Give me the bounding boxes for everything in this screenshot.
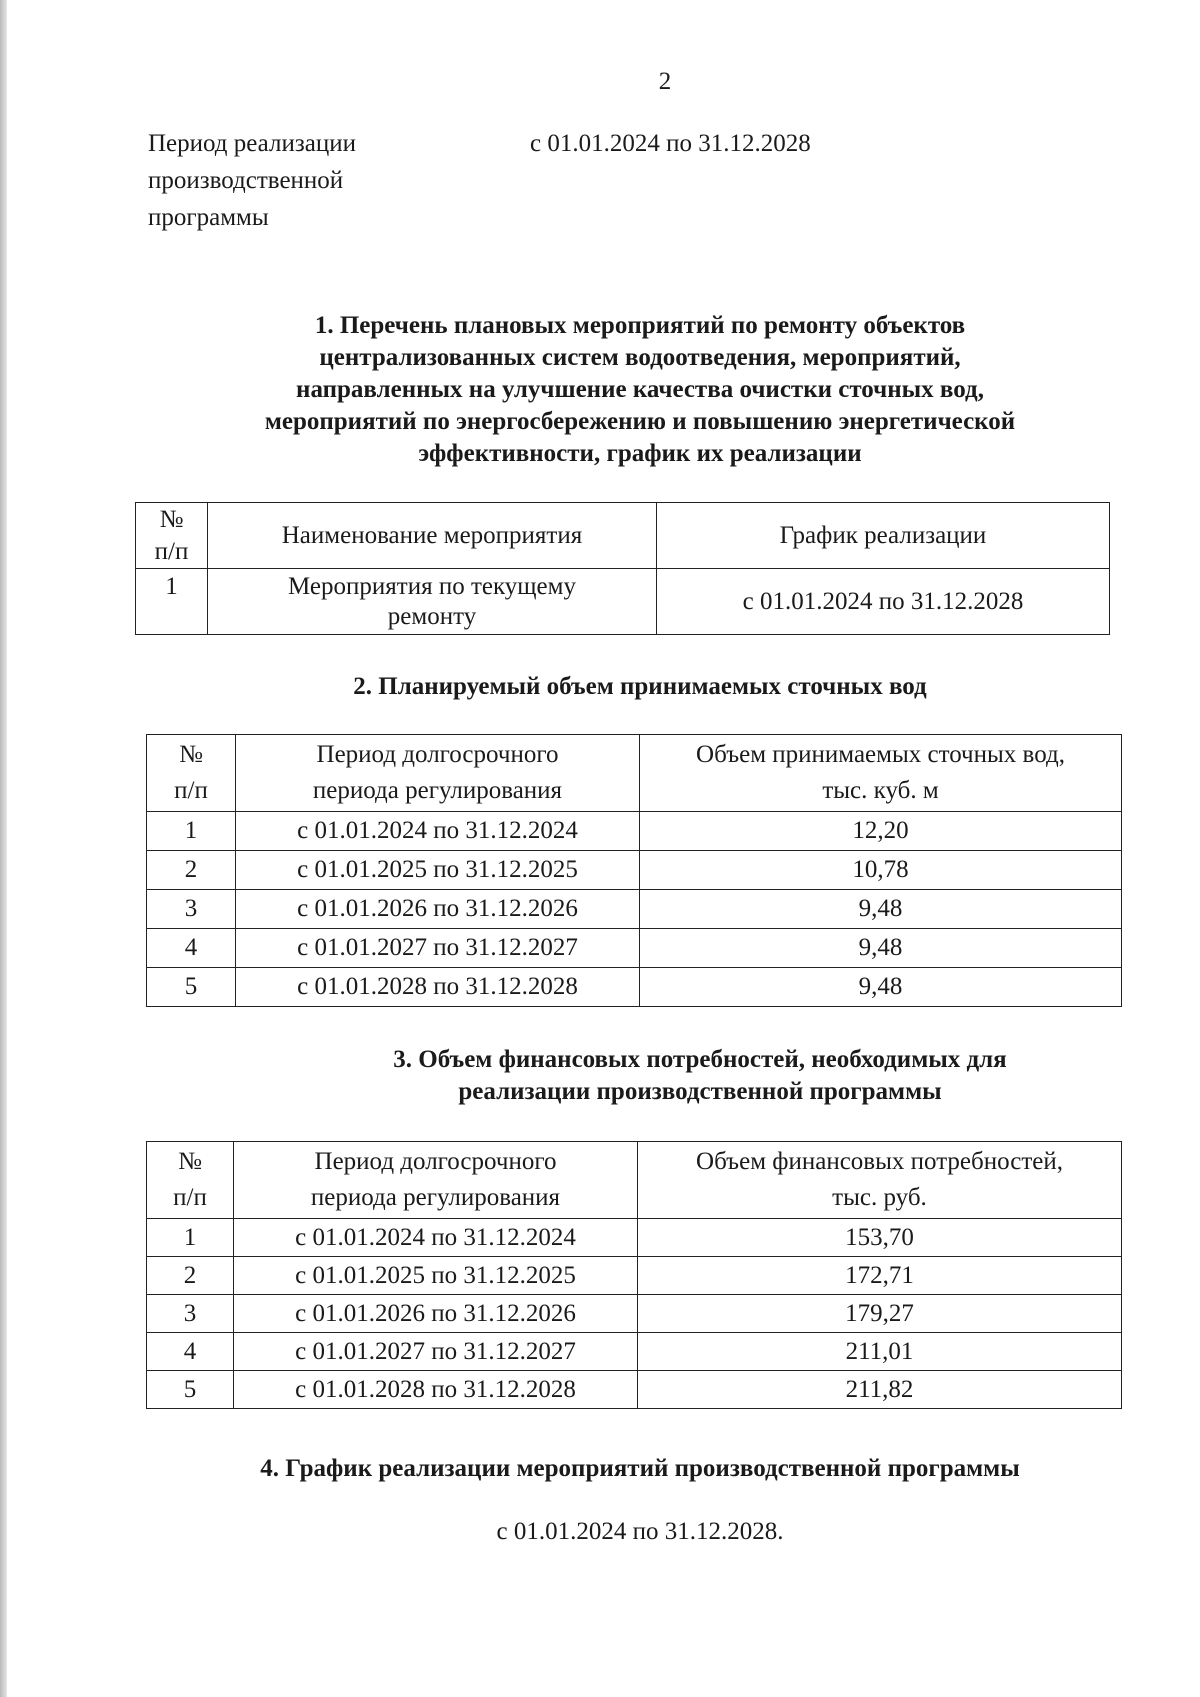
section1-title-line: направленных на улучшение качества очистки сточных вод, [296,376,984,403]
scan-edge [0,0,7,1697]
section3-table [146,1141,1122,1409]
col-name-header: Наименование мероприятия [208,503,657,569]
col-schedule-header: График реализации [657,503,1110,569]
row-num: 1 [147,1219,234,1257]
period-label-line: Период реализации [148,130,356,157]
row-name-line: ремонту [387,602,477,630]
header-text: Объем принимаемых сточных вод, [696,741,1065,768]
section1-title-line: централизованных систем водоотведения, мероприятий, [319,344,961,371]
page-number: 2 [658,68,672,95]
row-num: 3 [147,1295,234,1333]
row-period: с 01.01.2024 по 31.12.2024 [234,1219,638,1257]
table-row [147,890,1122,929]
row-num: 2 [147,851,236,890]
header-text: Период долгосрочного [316,741,559,768]
section4-title: 4. График реализации мероприятий производственной программы [260,1455,1020,1482]
section2-table [146,734,1122,1007]
section1-table [135,502,1110,635]
table-row [147,1295,1122,1333]
row-num: 2 [147,1257,234,1295]
header-text: периода регулирования [310,1184,561,1211]
section1-title-line: 1. Перечень плановых мероприятий по ремонту объектов [314,312,966,339]
header-text: № [178,1148,202,1175]
row-period: с 01.01.2028 по 31.12.2028 [236,968,640,1007]
section2-title: 2. Планируемый объем принимаемых сточных вод [353,673,927,700]
section1-title [60,310,1200,470]
table-row [147,1219,1122,1257]
table-row [147,1257,1122,1295]
row-name-line: Мероприятия по текущему [288,572,576,600]
header-text: п/п [174,777,208,804]
row-value: 179,27 [638,1295,1122,1333]
table-header-row [147,735,1122,812]
row-schedule: с 01.01.2024 по 31.12.2028 [657,569,1110,635]
col-value-header [638,1142,1122,1219]
row-num: 5 [147,968,236,1007]
col-period-header [234,1142,638,1219]
period-label-line: производственной [148,167,344,194]
row-num: 5 [147,1371,234,1409]
row-period: с 01.01.2024 по 31.12.2024 [236,812,640,851]
row-value: 12,20 [640,812,1122,851]
section1-title-line: мероприятий по энергосбережению и повышению энергетической [264,408,1016,435]
row-value: 153,70 [638,1219,1122,1257]
header-text: № [159,505,184,533]
row-period: с 01.01.2026 по 31.12.2026 [236,890,640,929]
header-text: тыс. руб. [832,1184,927,1211]
row-value: 211,01 [638,1333,1122,1371]
col-value-header [640,735,1122,812]
col-num-header [147,1142,234,1219]
row-value: 9,48 [640,929,1122,968]
row-name [208,569,657,635]
section4-text: с 01.01.2024 по 31.12.2028. [496,1518,784,1545]
header-text: п/п [154,537,189,565]
row-period: с 01.01.2026 по 31.12.2026 [234,1295,638,1333]
row-period: с 01.01.2028 по 31.12.2028 [234,1371,638,1409]
row-num: 3 [147,890,236,929]
header-text: п/п [173,1184,207,1211]
period-label-line: программы [148,204,269,231]
col-num-header [136,503,208,569]
table-header-row [136,503,1110,569]
row-num: 4 [147,929,236,968]
row-value: 211,82 [638,1371,1122,1409]
section3-title-line: 3. Объем финансовых потребностей, необходимых для [393,1046,1007,1073]
header-text: тыс. куб. м [822,777,939,804]
row-period: с 01.01.2025 по 31.12.2025 [234,1257,638,1295]
section3-title-line: реализации производственной программы [458,1078,942,1105]
period-value: с 01.01.2024 по 31.12.2028 [530,130,811,157]
row-num: 1 [136,569,208,635]
table-row [147,851,1122,890]
col-num-header [147,735,236,812]
header-text: Период долгосрочного [314,1148,557,1175]
table-row [147,968,1122,1007]
row-period: с 01.01.2027 по 31.12.2027 [234,1333,638,1371]
row-value: 10,78 [640,851,1122,890]
row-period: с 01.01.2027 по 31.12.2027 [236,929,640,968]
table-row [147,1333,1122,1371]
col-period-header [236,735,640,812]
table-row [147,812,1122,851]
header-text: № [179,741,203,768]
table-row [136,569,1110,635]
section1-title-line: эффективности, график их реализации [418,440,862,467]
table-row [147,1371,1122,1409]
header-text: Объем финансовых потребностей, [696,1148,1063,1175]
row-value: 172,71 [638,1257,1122,1295]
period-label [148,125,356,236]
header-text: периода регулирования [312,777,563,804]
table-row [147,929,1122,968]
row-period: с 01.01.2025 по 31.12.2025 [236,851,640,890]
row-value: 9,48 [640,968,1122,1007]
row-value: 9,48 [640,890,1122,929]
row-num: 1 [147,812,236,851]
table-header-row [147,1142,1122,1219]
section3-title [60,1044,1200,1108]
row-num: 4 [147,1333,234,1371]
